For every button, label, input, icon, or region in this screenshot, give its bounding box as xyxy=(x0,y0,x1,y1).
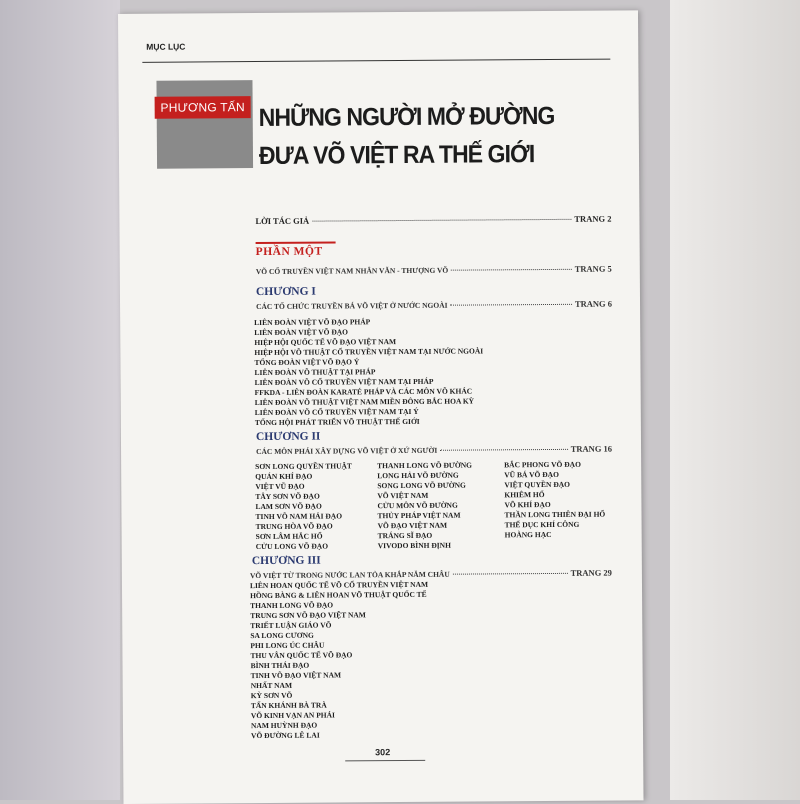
chapter-3-list xyxy=(250,580,429,741)
list-item: HỒNG BÀNG & LIÊN HOAN VÕ THUẬT QUỐC TẾ xyxy=(250,589,427,601)
background-left xyxy=(0,0,120,800)
chapter-2-title: CHƯƠNG II xyxy=(255,430,321,444)
book-page xyxy=(118,10,644,804)
list-item: THU VÂN QUỐC TẾ VÕ ĐẠO xyxy=(250,650,353,661)
part-page: TRANG 5 xyxy=(574,263,612,274)
list-item: NAM HUỲNH ĐẠO xyxy=(250,720,318,731)
list-item: LIÊN ĐOÀN VÕ THUẬT VIỆT NAM MIỀN ĐÔNG BẮC HOA KỲ xyxy=(254,396,475,408)
list-item: TỔNG HỘI PHÁT TRIỂN VÕ THUẬT THẾ GIỚI xyxy=(254,416,420,428)
list-item: LIÊN ĐOÀN VÕ CỔ TRUYỀN VIỆT NAM TẠI PHÁP xyxy=(254,376,434,388)
list-item: LIÊN ĐOÀN VIỆT VÕ ĐẠO xyxy=(254,327,349,338)
chapter-2-column-3 xyxy=(504,460,605,541)
list-item: THANH LONG VÕ ĐƯỜNG xyxy=(377,460,473,471)
part-subtitle: VÕ CỔ TRUYỀN VIỆT NAM NHÂN VĂN - THƯỢNG VÕ xyxy=(255,265,449,277)
author-name: PHƯƠNG TẤN xyxy=(155,96,251,119)
list-item: VIVODO BÌNH ĐỊNH xyxy=(377,540,451,551)
list-item: THỦY PHÁP VIỆT NAM xyxy=(377,510,461,521)
list-item: VÕ KHÍ ĐẠO xyxy=(504,499,551,510)
section-label: MỤC LỤC xyxy=(146,41,186,52)
toc-entry-part xyxy=(256,264,612,276)
list-item: QUÁN KHÍ ĐẠO xyxy=(255,471,313,482)
list-item: TINH VÕ ĐẠO VIỆT NAM xyxy=(250,670,342,681)
chapter-2-page: TRANG 16 xyxy=(570,443,613,454)
list-item: TẤN KHÁNH BÀ TRÀ xyxy=(250,700,327,711)
dot-leader xyxy=(453,573,568,575)
title-line-2: ĐƯA VÕ VIỆT RA THẾ GIỚI xyxy=(258,140,535,171)
list-item: TRUNG SƠN VÕ ĐẠO VIỆT NAM xyxy=(250,610,366,621)
list-item: LIÊN ĐOÀN VÕ THUẬT TẠI PHÁP xyxy=(254,367,376,378)
list-item: TINH VÕ NAM HẢI ĐẠO xyxy=(255,511,343,522)
page-number: 302 xyxy=(375,747,391,758)
list-item: SONG LONG VÕ ĐƯỜNG xyxy=(377,480,466,491)
list-item: LAM SƠN VÕ ĐẠO xyxy=(255,501,322,512)
list-item: LIÊN ĐOÀN VÕ CỔ TRUYỀN VIỆT NAM TẠI Ý xyxy=(254,406,419,418)
chapter-2-subtitle: CÁC MÔN PHÁI XÂY DỰNG VÕ VIỆT Ở XỨ NGƯỜI xyxy=(256,445,438,457)
chapter-1-page: TRANG 6 xyxy=(574,298,613,309)
list-item: TRIẾT LUẬN GIÁO VÕ xyxy=(250,620,332,631)
chapter-3-title: CHƯƠNG III xyxy=(251,554,321,568)
toc-entry-chapter-2 xyxy=(256,444,612,456)
list-item: LIÊN HOAN QUỐC TẾ VÕ CỔ TRUYỀN VIỆT NAM xyxy=(249,579,429,591)
list-item: KỲ SƠN VÕ xyxy=(250,690,293,701)
list-item: CỬU MÔN VÕ ĐƯỜNG xyxy=(377,500,458,511)
list-item: BÌNH THÁI ĐẠO xyxy=(250,660,310,671)
page-title xyxy=(259,97,555,175)
chapter-2-column-2 xyxy=(377,461,472,552)
list-item: VIỆT QUYỀN ĐẠO xyxy=(504,479,571,490)
list-item: TRUNG HÒA VÕ ĐẠO xyxy=(255,521,333,532)
dot-leader xyxy=(451,269,571,271)
chapter-2-column-1 xyxy=(255,461,352,552)
list-item: NHẤT NAM xyxy=(250,680,293,691)
list-item: VÕ ĐƯỜNG LÊ LAI xyxy=(251,730,320,741)
dot-leader xyxy=(312,219,571,222)
title-line-1: NHỮNG NGƯỜI MỞ ĐƯỜNG xyxy=(258,101,555,133)
list-item: SƠN LÂM HẮC HỔ xyxy=(255,531,323,542)
list-item: PHI LONG ÚC CHÂU xyxy=(250,640,325,651)
chapter-3-subtitle: VÕ VIỆT TỪ TRONG NƯỚC LAN TỎA KHẮP NĂM CHÂU xyxy=(249,569,450,581)
list-item: VIỆT VŨ ĐẠO xyxy=(255,481,305,492)
list-item: TÂY SƠN VÕ ĐẠO xyxy=(255,491,320,502)
list-item: LONG HẢI VÕ ĐƯỜNG xyxy=(377,470,459,481)
list-item: VÕ VIỆT NAM xyxy=(377,490,429,501)
list-item: THANH LONG VÕ ĐẠO xyxy=(250,600,334,611)
list-item: THẦN LONG THIÊN ĐẠI HỔ xyxy=(504,509,606,520)
list-item: BẮC PHONG VÕ ĐẠO xyxy=(504,459,581,470)
background-right xyxy=(670,0,800,800)
list-item: LIÊN ĐOÀN VIỆT VÕ ĐẠO PHÁP xyxy=(254,317,371,328)
chapter-3-page: TRANG 29 xyxy=(570,567,612,578)
chapter-1-title: CHƯƠNG I xyxy=(255,285,316,299)
toc-entry-chapter-1 xyxy=(256,299,612,311)
part-rule xyxy=(256,241,336,244)
toc-entry-chapter-3 xyxy=(250,568,612,581)
list-item: KHIÊM HỔ xyxy=(504,490,545,500)
list-item: HIỆP HỘI QUỐC TẾ VÕ ĐẠO VIỆT NAM xyxy=(254,337,397,348)
list-item: TRÁNG SĨ ĐẠO xyxy=(377,530,433,541)
part-title: PHẦN MỘT xyxy=(255,245,323,259)
dot-leader xyxy=(451,304,572,306)
header-rule xyxy=(142,59,610,63)
preface-page: TRANG 2 xyxy=(574,213,612,224)
list-item: SƠN LONG QUYỀN THUẬT xyxy=(255,461,352,472)
chapter-1-list xyxy=(254,316,484,428)
chapter-1-subtitle: CÁC TỔ CHỨC TRUYỀN BÁ VÕ VIỆT Ở NƯỚC NGOÀI xyxy=(256,300,448,312)
list-item: SA LONG CƯƠNG xyxy=(250,630,314,641)
footer-rule xyxy=(345,760,425,762)
list-item: VŨ BÁ VÕ ĐẠO xyxy=(504,469,559,480)
list-item: CỬU LONG VÕ ĐẠO xyxy=(255,541,329,552)
dot-leader xyxy=(440,449,567,451)
preface-label: LỜI TÁC GIẢ xyxy=(255,215,310,227)
list-item: HOÀNG HẠC xyxy=(504,529,552,540)
list-item: HIỆP HỘI VÕ THUẬT CỔ TRUYỀN VIỆT NAM TẠI NƯỚC NGOÀI xyxy=(254,346,484,358)
list-item: VÕ ĐẠO VIỆT NAM xyxy=(377,520,448,531)
list-item: TỔNG ĐOÀN VIỆT VÕ ĐẠO Ý xyxy=(254,357,360,368)
list-item: VÕ KINH VẠN AN PHÁI xyxy=(250,710,335,721)
list-item: FFKDA - LIÊN ĐOÀN KARATÉ PHÁP VÀ CÁC MÔN VÕ KHÁC xyxy=(254,386,473,398)
author-block xyxy=(156,80,253,169)
toc-entry-preface xyxy=(255,214,611,226)
list-item: THỂ DỤC KHÍ CÔNG xyxy=(504,519,580,530)
